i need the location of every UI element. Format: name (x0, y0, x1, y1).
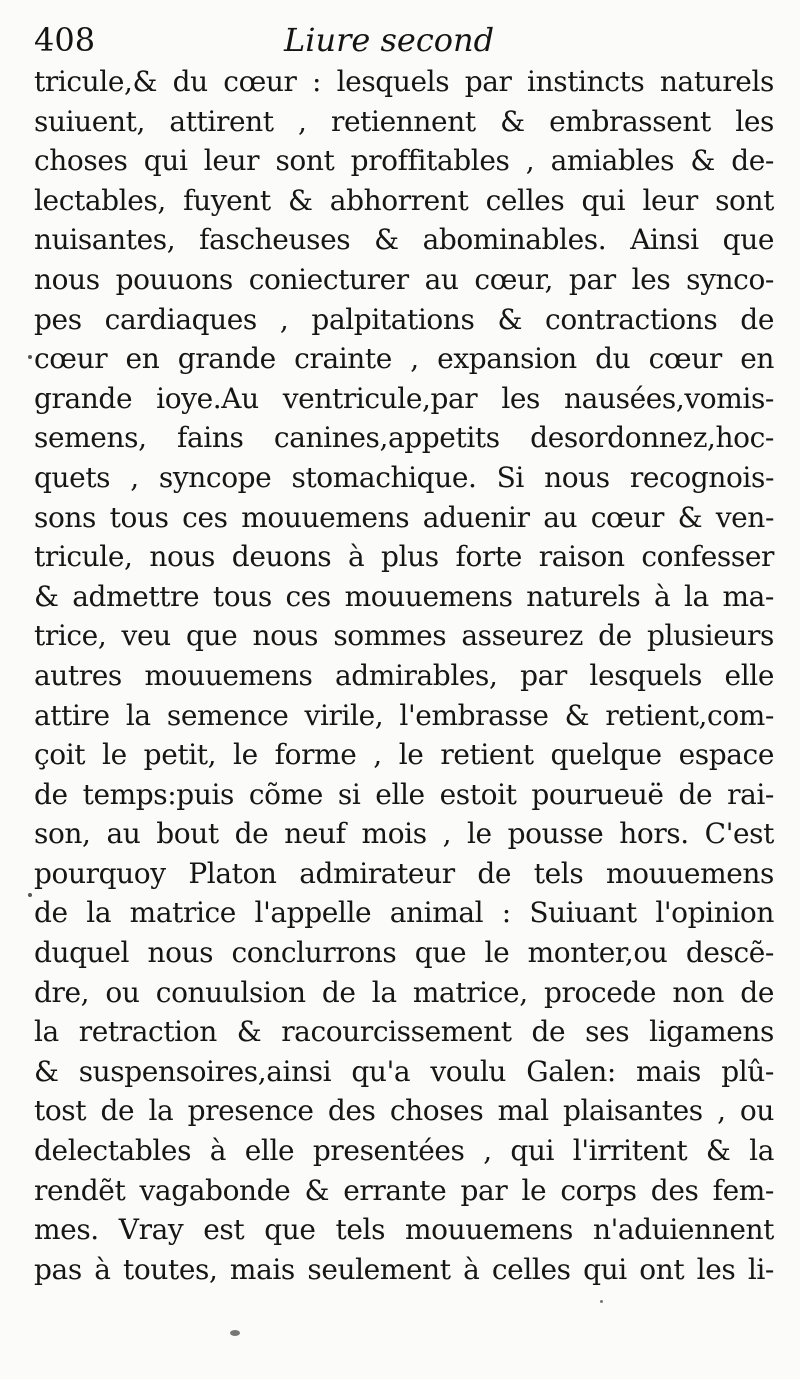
ink-speck (28, 893, 32, 897)
text-line: quets , syncope stomachique. Si nous recognois- (34, 460, 774, 494)
text-line: nuisantes, fascheuses & abominables. Ainsi que (34, 223, 774, 257)
running-head: Liure second (284, 21, 495, 59)
text-line: & suspensoires,ainsi qu'a voulu Galen: mais plû- (34, 1054, 774, 1088)
text-line: grande ioye.Au ventricule,par les nausées,vomis- (34, 381, 774, 415)
text-line: son, au bout de neuf mois , le pousse hors. C'est (34, 817, 774, 851)
ink-speck (600, 1300, 603, 1303)
ink-speck (230, 1330, 240, 1336)
text-line: pas à toutes, mais seulement à celles qui ont les li- (34, 1252, 774, 1286)
text-line: mes. Vray est que tels mouuemens n'aduiennent (34, 1213, 774, 1247)
text-line: çoit le petit, le forme , le retient quelque espace (34, 738, 774, 772)
text-line: duquel nous conclurrons que le monter,ou descẽ- (34, 936, 774, 970)
text-line: pes cardiaques , palpitations & contractions de (34, 302, 774, 336)
text-line: lectables, fuyent & abhorrent celles qui leur sont (34, 183, 774, 217)
text-line: tricule,& du cœur : lesquels par instincts naturels (34, 65, 774, 98)
text-line: trice, veu que nous sommes asseurez de plusieurs (34, 619, 774, 653)
text-line: suiuent, attirent , retiennent & embrassent les (34, 104, 774, 138)
text-line: attire la semence virile, l'embrasse & retient,com- (34, 698, 774, 732)
text-line: tricule, nous deuons à plus forte raison confesser (34, 540, 774, 574)
text-line: de temps:puis cõme si elle estoit pourueuë de rai- (34, 777, 774, 811)
text-line: semens, fains canines,appetits desordonnez,hoc- (34, 421, 774, 455)
body-text (34, 62, 774, 1289)
text-line: delectables à elle presentées , qui l'irritent & la (34, 1134, 774, 1168)
page-number: 408 (34, 21, 96, 59)
text-line: cœur en grande crainte , expansion du cœur en (34, 342, 774, 376)
text-line: tost de la presence des choses mal plaisantes , ou (34, 1094, 774, 1128)
text-line: autres mouuemens admirables, par lesquels elle (34, 658, 774, 692)
text-line: la retraction & racourcissement de ses ligamens (34, 1015, 774, 1049)
text-line: rendẽt vagabonde & errante par le corps des fem- (34, 1173, 774, 1207)
text-line: de la matrice l'appelle animal : Suiuant l'opinion (34, 896, 774, 930)
text-line: dre, ou conuulsion de la matrice, procede non de (34, 975, 774, 1009)
text-line: sons tous ces mouuemens aduenir au cœur & ven- (34, 500, 774, 534)
page-header (34, 18, 774, 62)
text-line: nous pouuons coniecturer au cœur, par les synco- (34, 262, 774, 296)
ink-speck (28, 355, 32, 359)
text-line: pourquoy Platon admirateur de tels mouuemens (34, 856, 774, 890)
text-line: choses qui leur sont proffitables , amiables & de- (34, 144, 774, 178)
text-line: & admettre tous ces mouuemens naturels à la ma- (34, 579, 774, 613)
